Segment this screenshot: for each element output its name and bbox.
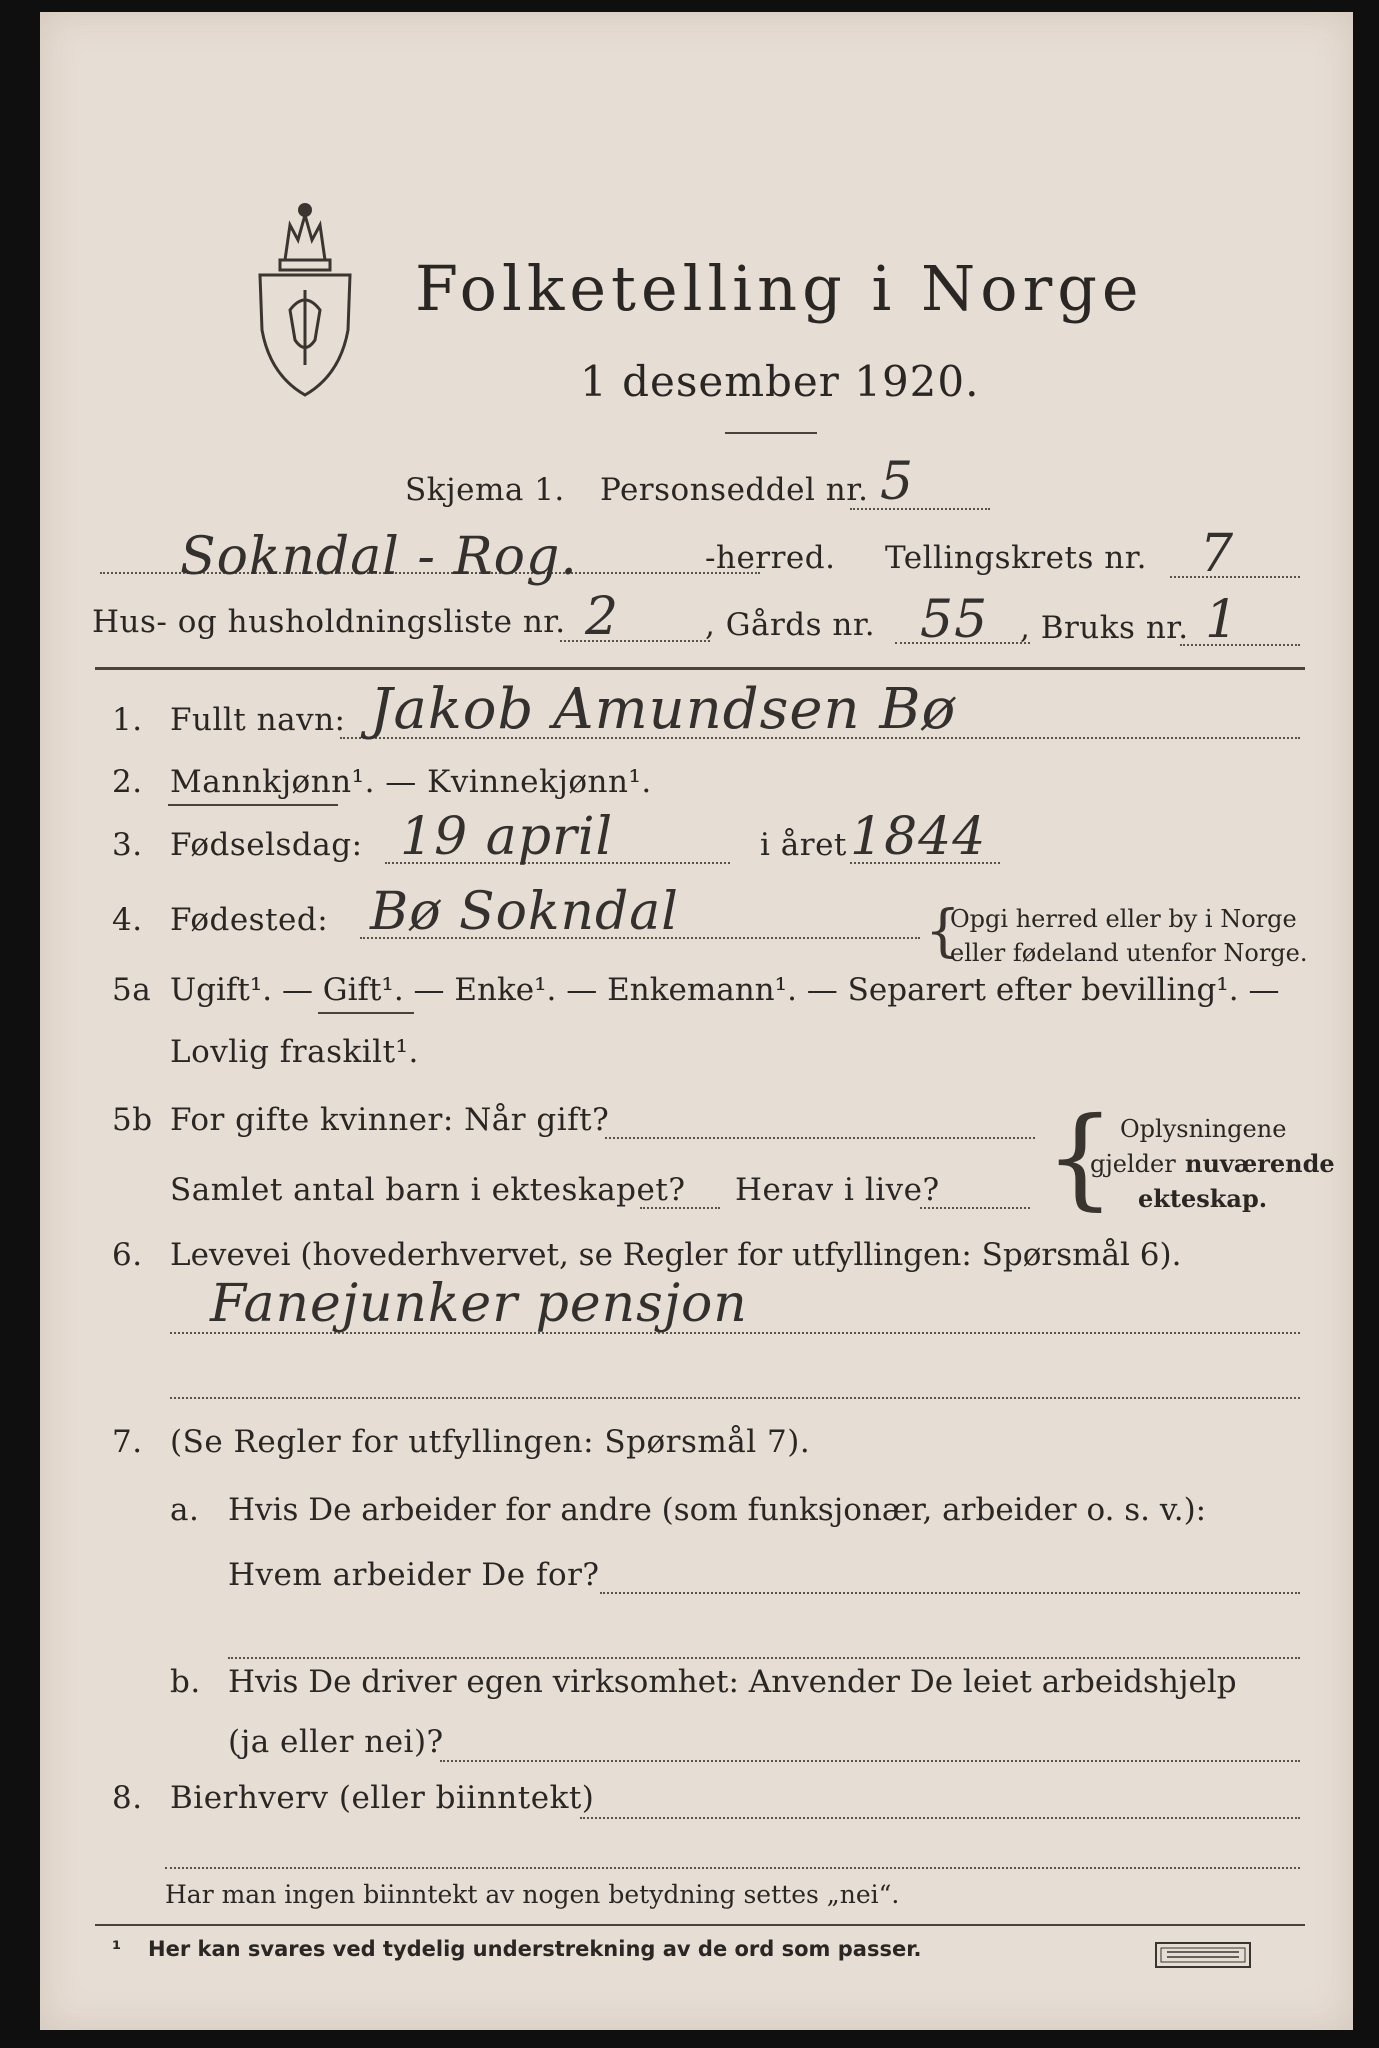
gender-options: Mannkjønn¹. — Kvinnekjønn¹. xyxy=(170,764,652,800)
q5b-number: 5b xyxy=(112,1102,153,1138)
q7a-employer-label: Hvem arbeider De for? xyxy=(228,1557,600,1593)
tellingskrets-label: Tellingskrets nr. xyxy=(885,540,1147,576)
hus-label: Hus- og husholdningsliste nr. xyxy=(92,604,566,640)
q5a-number: 5a xyxy=(112,972,152,1008)
bruks-label: , Bruks nr. xyxy=(1020,610,1189,646)
norwegian-coat-of-arms-icon xyxy=(250,190,360,400)
employer-field-2[interactable] xyxy=(228,1657,1300,1659)
personseddel-value[interactable]: 5 xyxy=(880,452,915,512)
q4-label: Fødested: xyxy=(170,902,329,938)
gender-underline xyxy=(168,804,338,806)
q7-label: (Se Regler for utfyllingen: Spørsmål 7). xyxy=(170,1424,811,1460)
employer-field[interactable] xyxy=(600,1592,1300,1594)
birthplace-note-1: Opgi herred eller by i Norge xyxy=(950,905,1297,933)
year-label: i året xyxy=(760,827,847,863)
personseddel-label: Personseddel nr. xyxy=(600,472,869,508)
marital-options-2: Lovlig fraskilt¹. xyxy=(170,1034,419,1070)
q6-number: 6. xyxy=(112,1237,143,1273)
q8-label: Bierhverv (eller biinntekt) xyxy=(170,1780,595,1816)
footnote-mark: ¹ xyxy=(112,1937,122,1961)
q3-label: Fødselsdag: xyxy=(170,827,363,863)
footer-divider xyxy=(95,1924,1305,1926)
herred-label: -herred. xyxy=(705,540,836,576)
occupation-value[interactable]: Fanejunker pensjon xyxy=(210,1274,748,1334)
children-field[interactable] xyxy=(640,1207,720,1209)
alive-label: Herav i live? xyxy=(735,1172,940,1208)
marital-underline xyxy=(318,1012,414,1014)
form-title: Folketelling i Norge xyxy=(415,252,1144,325)
q4-number: 4. xyxy=(112,902,143,938)
q7-number: 7. xyxy=(112,1424,143,1460)
q7a-letter: a. xyxy=(170,1492,200,1528)
header-divider xyxy=(95,667,1305,670)
hus-value[interactable]: 2 xyxy=(585,587,620,647)
marital-options: Ugift¹. — Gift¹. — Enke¹. — Enkemann¹. — Separert efter bevilling¹. — xyxy=(170,972,1280,1008)
tellingskrets-value[interactable]: 7 xyxy=(1200,524,1235,584)
q1-number: 1. xyxy=(112,702,143,738)
marriage-note-2a: gjelder xyxy=(1090,1150,1176,1178)
hired-help-field[interactable] xyxy=(440,1760,1300,1762)
side-income-field[interactable] xyxy=(580,1817,1300,1819)
q7b-question: Hvis De driver egen virksomhet: Anvender De leiet arbeidshjelp xyxy=(228,1664,1237,1700)
herred-value[interactable]: Sokndal - Rog. xyxy=(180,527,578,587)
alive-field[interactable] xyxy=(920,1207,1030,1209)
q7a-question: Hvis De arbeider for andre (som funksjonær, arbeider o. s. v.): xyxy=(228,1492,1207,1528)
children-label: Samlet antal barn i ekteskapet? xyxy=(170,1172,686,1208)
q6-label: Levevei (hovederhvervet, se Regler for utfyllingen: Spørsmål 6). xyxy=(170,1237,1182,1273)
married-when-field[interactable] xyxy=(605,1137,1035,1139)
title-divider xyxy=(725,432,817,434)
q1-label: Fullt navn: xyxy=(170,702,346,738)
married-when-label: For gifte kvinner: Når gift? xyxy=(170,1102,610,1138)
q3-number: 3. xyxy=(112,827,143,863)
census-date: 1 desember 1920. xyxy=(580,357,980,406)
marriage-note-1: Oplysningene xyxy=(1120,1115,1287,1143)
q7b-letter: b. xyxy=(170,1664,201,1700)
birthplace-note-2: eller fødeland utenfor Norge. xyxy=(950,939,1308,967)
gards-label: , Gårds nr. xyxy=(705,607,876,643)
schema-label: Skjema 1. xyxy=(405,472,565,508)
footnote-text: Her kan svares ved tydelig understrekning av de ord som passer. xyxy=(148,1937,922,1961)
printer-stamp-icon xyxy=(1155,1942,1251,1968)
occupation-extra-line[interactable] xyxy=(170,1397,1300,1399)
bruks-value[interactable]: 1 xyxy=(1205,590,1240,650)
marriage-note-2b: nuværende xyxy=(1185,1149,1335,1178)
full-name-value[interactable]: Jakob Amundsen Bø xyxy=(370,677,957,742)
side-income-field-2[interactable] xyxy=(165,1867,1300,1869)
census-form: Folketelling i Norge 1 desember 1920. Skjema 1. Personseddel nr. 5 Sokndal - Rog. -herred. Tellingskrets nr. 7 Hus- og husholdningsliste nr. 2 , Gårds nr. 55 , Bruks nr. 1 1. Fullt navn: Jakob Amundsen Bø 2. Mannkjønn¹. — Kvinnekjønn¹. 3. Fødselsdag: 19 april i året 1844 4. Fødested: Bø Sokndal { Opgi herred eller by i Norge eller fødeland utenfor Norge. 5a Ugift¹. — Gift¹. — Enke¹. — Enkemann¹. — Separert efter bevilling¹. — Lovlig fraskilt¹. 5b For gifte kvinner: Når gift? Samlet antal barn i ekteskapet? Herav i live? { Oplysningene gjelder nuværende ekteskap. 6. Levevei (hovederhvervet, se Regler for utfyllingen: Spørsmål 6). Fanejunker pensjon 7. (Se Regler for utfyllingen: Spørsmål 7). a. Hvis De arbeider for andre (som funksjonær, arbeider o. s. v.): Hvem arbeider De for? b. Hvis De driver egen virksomhet: Anvender De leiet arbeidshjelp (ja eller nei)? 8. Bierhverv (eller biinntekt) Har man ingen biinntekt av nogen betydning settes „nei“. ¹ Her kan svares ved tydelig understrekning av de ord som passer. xyxy=(40,12,1353,2030)
birthplace-value[interactable]: Bø Sokndal xyxy=(370,882,679,942)
q2-number: 2. xyxy=(112,764,143,800)
birthday-value[interactable]: 19 april xyxy=(400,807,614,867)
birth-year-value[interactable]: 1844 xyxy=(850,807,987,867)
q8-number: 8. xyxy=(112,1780,143,1816)
marriage-note-3: ekteskap. xyxy=(1138,1184,1268,1213)
gards-value[interactable]: 55 xyxy=(920,590,989,650)
q7b-question-2: (ja eller nei)? xyxy=(228,1724,444,1760)
q8-note: Har man ingen biinntekt av nogen betydning settes „nei“. xyxy=(165,1880,900,1909)
